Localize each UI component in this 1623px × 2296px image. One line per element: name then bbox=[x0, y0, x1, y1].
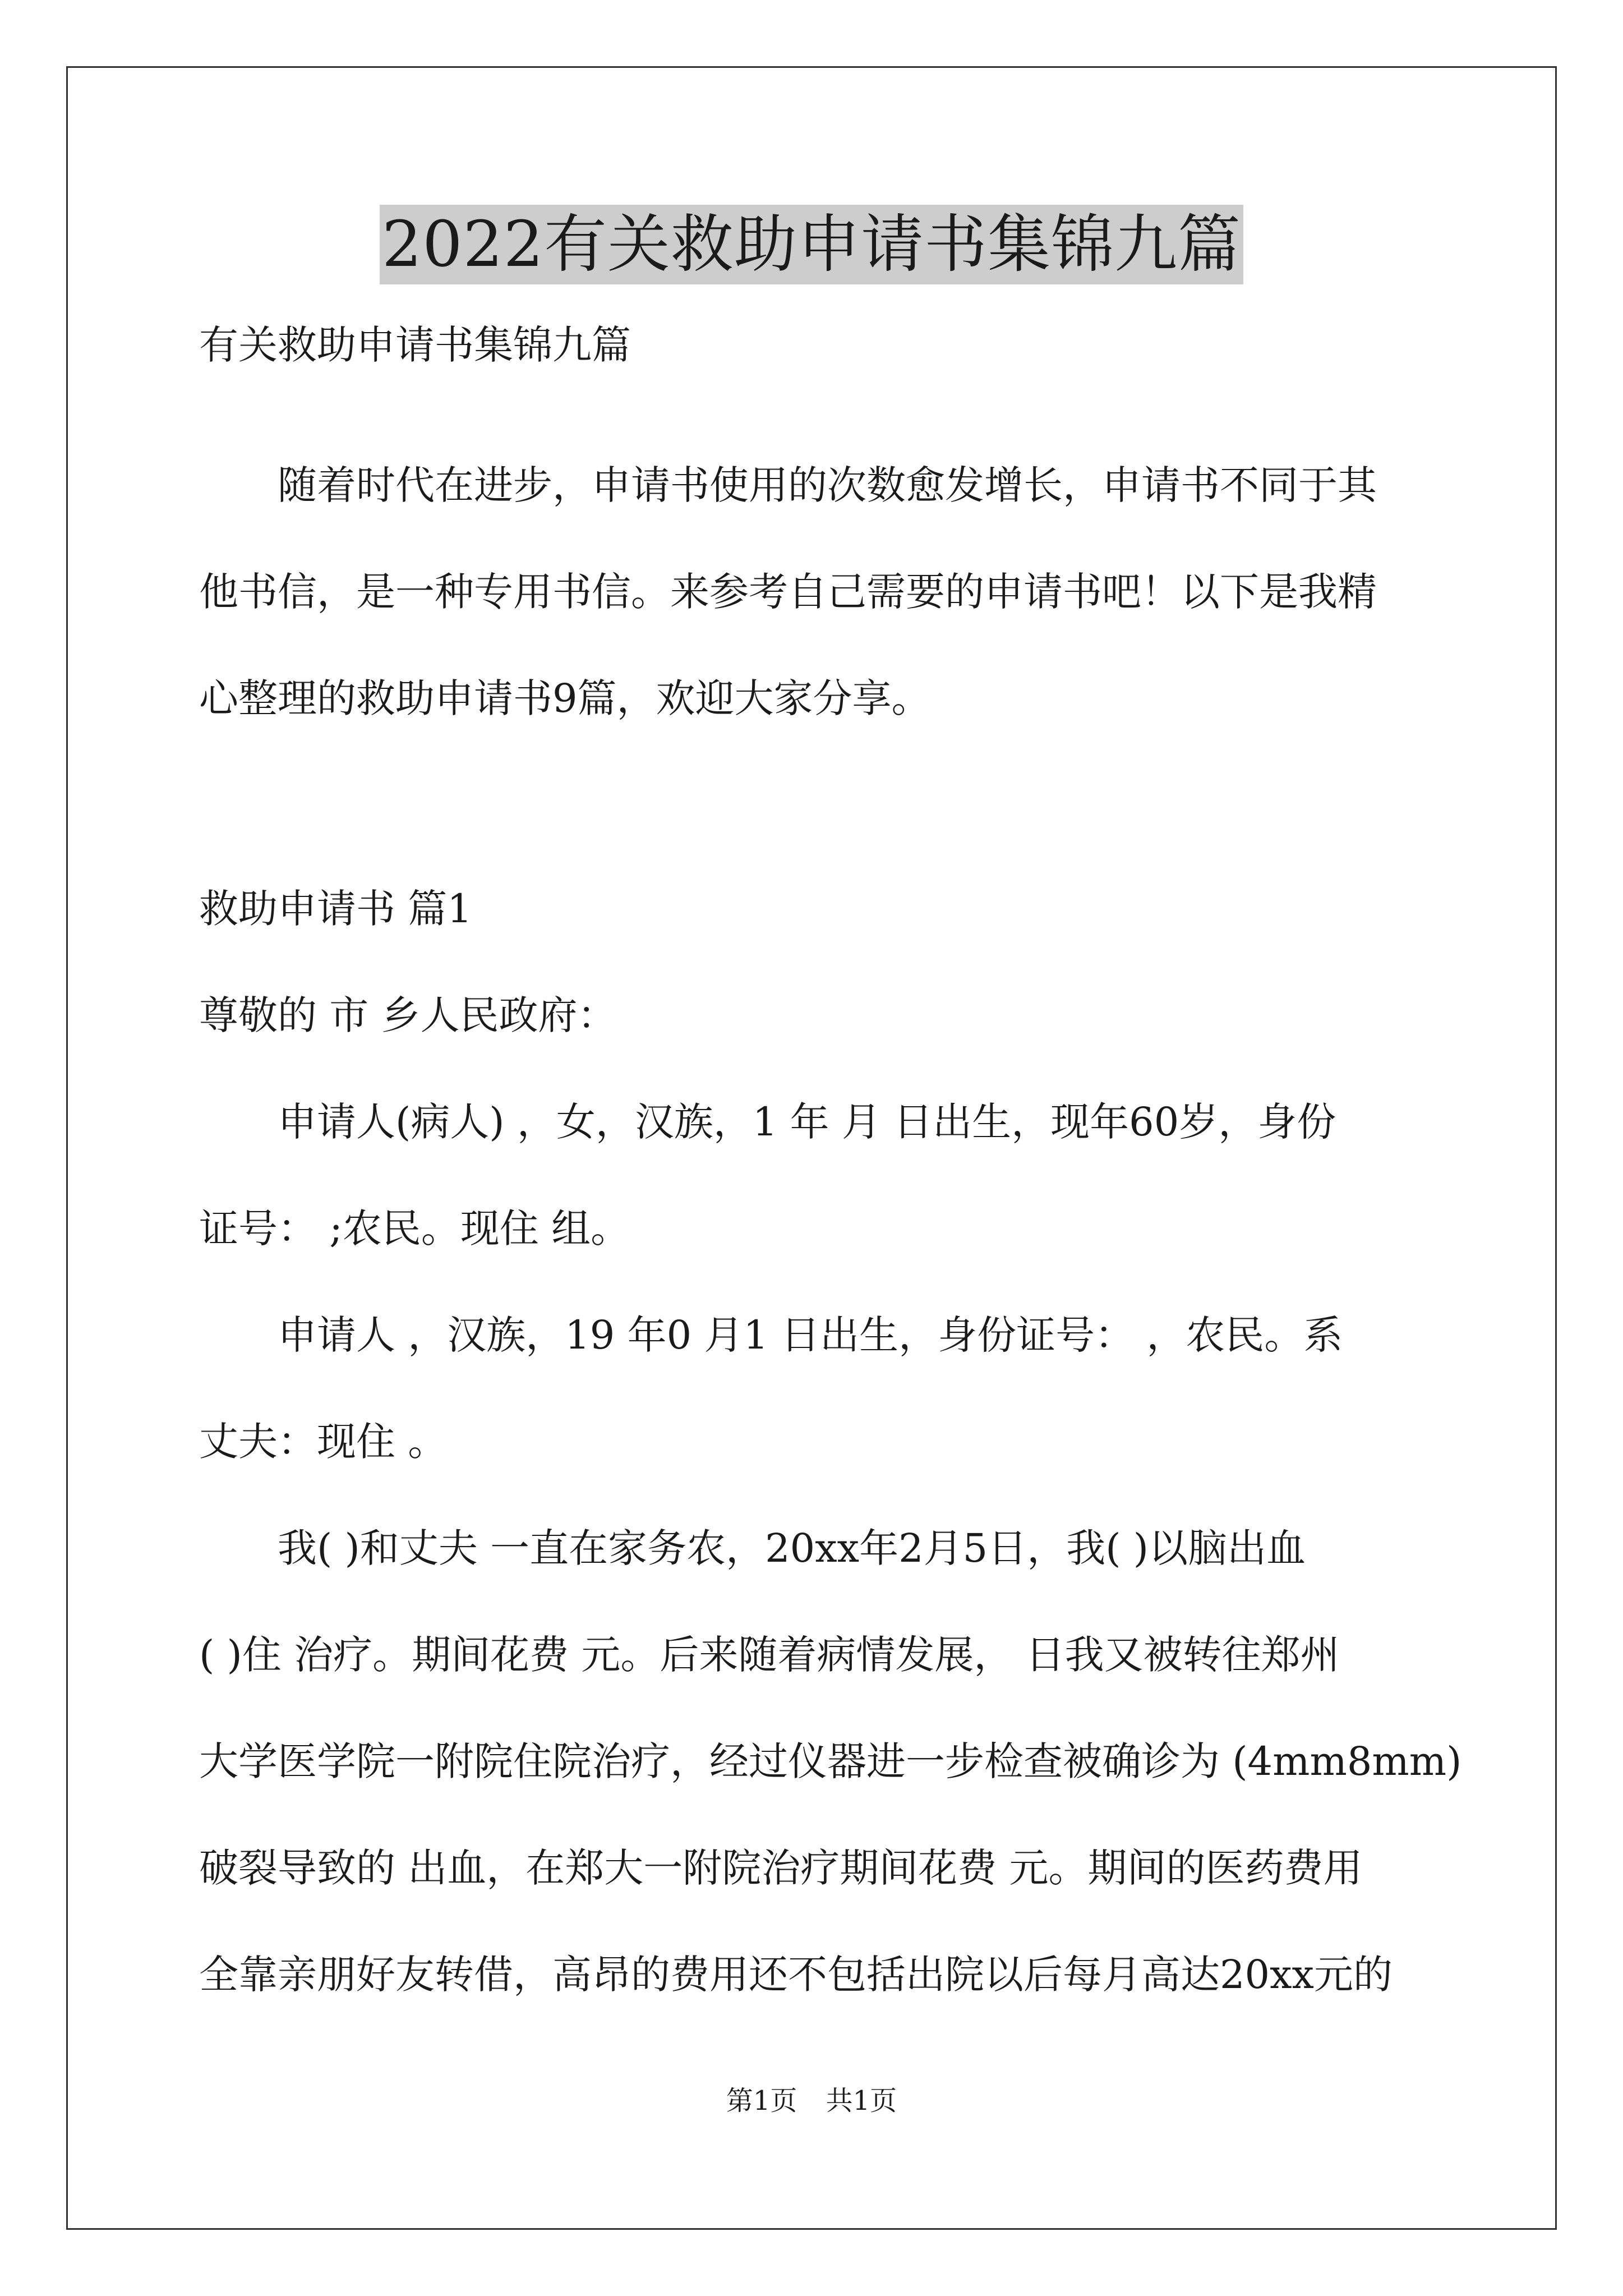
subtitle: 有关救助申请书集锦九篇 bbox=[199, 322, 631, 368]
title-container bbox=[0, 205, 1623, 284]
page-footer bbox=[0, 2084, 1623, 2118]
section-heading: 救助申请书 篇1 bbox=[199, 886, 472, 932]
document-title: 2022有关救助申请书集锦九篇 bbox=[380, 205, 1243, 284]
body-line: 大学医学院一附院住院治疗，经过仪器进一步检查被确诊为 (4mm8mm) bbox=[199, 1738, 1462, 1784]
body-line: 破裂导致的 出血，在郑大一附院治疗期间花费 元。期间的医药费用 bbox=[199, 1845, 1363, 1891]
page-number: 第1页 bbox=[726, 2085, 797, 2116]
body-line: 全靠亲朋好友转借，高昂的费用还不包括出院以后每月高达20xx元的 bbox=[199, 1952, 1393, 1998]
body-line: 申请人(病人) ，女，汉族，1 年 月 日出生，现年60岁，身份 bbox=[199, 1099, 1336, 1145]
body-line: 申请人 ，汉族，19 年0 月1 日出生，身份证号： ，农民。系 bbox=[199, 1312, 1343, 1358]
intro-line: 随着时代在进步，申请书使用的次数愈发增长，申请书不同于其 bbox=[199, 462, 1377, 508]
body-line: 丈夫：现住 。 bbox=[199, 1419, 448, 1465]
salutation: 尊敬的 市 乡人民政府： bbox=[199, 992, 617, 1038]
body-line: 证号： ;农民。现住 组。 bbox=[199, 1205, 630, 1251]
page-total: 共1页 bbox=[826, 2085, 897, 2116]
body-line: 我( )和丈夫 一直在家务农，20xx年2月5日，我( )以脑出血 bbox=[199, 1525, 1306, 1571]
intro-line: 他书信，是一种专用书信。来参考自己需要的申请书吧！以下是我精 bbox=[199, 569, 1377, 615]
intro-line: 心整理的救助申请书9篇，欢迎大家分享。 bbox=[199, 675, 931, 721]
body-line: ( )住 治疗。期间花费 元。后来随着病情发展， 日我又被转往郑州 bbox=[199, 1632, 1340, 1678]
